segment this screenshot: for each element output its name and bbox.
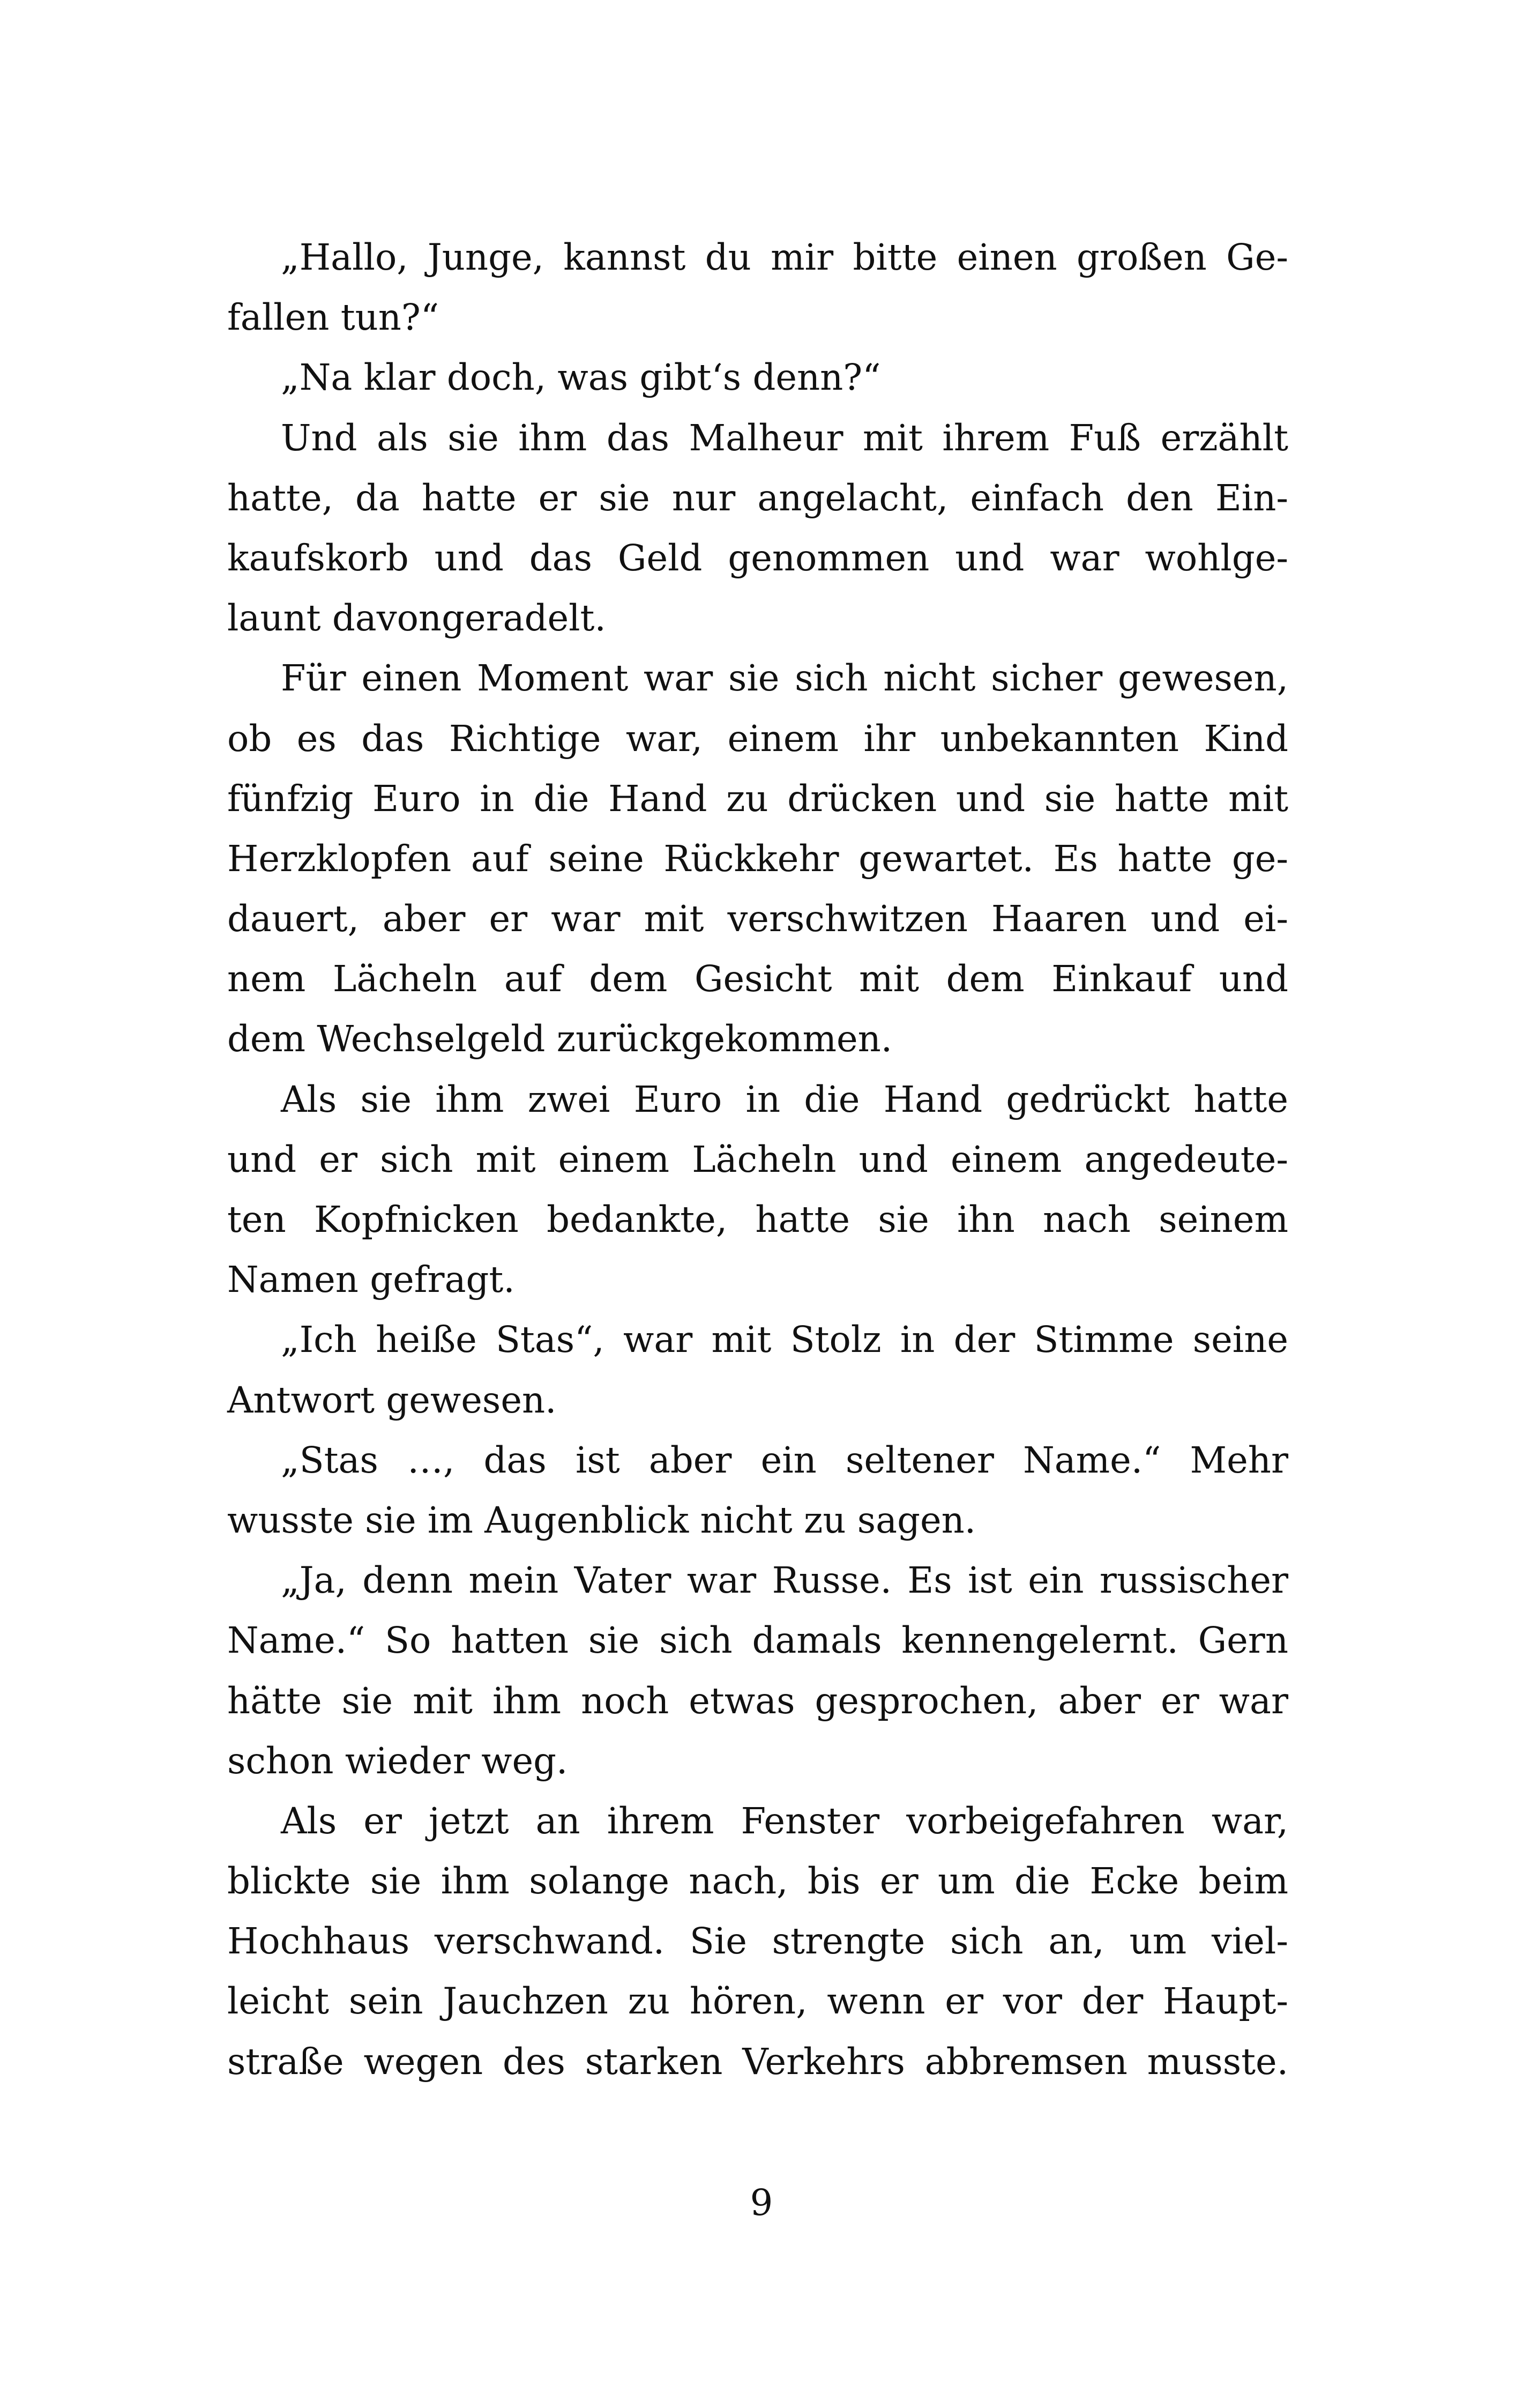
text-line: „Hallo, Junge, kannst du mir bitte einen großen Ge- (281, 236, 1288, 278)
text-line: Herzklopfen auf seine Rückkehr gewartet. Es hatte ge- (227, 837, 1288, 880)
text-line: „Ich heiße Stas“, war mit Stolz in der Stimme seine (281, 1319, 1288, 1361)
text-line: Als er jetzt an ihrem Fenster vorbeigefahren war, (281, 1800, 1288, 1842)
text-line: „Ja, denn mein Vater war Russe. Es ist ein russischer (281, 1559, 1288, 1602)
text-line: Hochhaus verschwand. Sie strengte sich an, um viel- (227, 1920, 1288, 1963)
text-line: „Stas …, das ist aber ein seltener Name.“ Mehr (281, 1439, 1288, 1481)
text-line: Antwort gewesen. (227, 1379, 557, 1421)
text-line: kaufskorb und das Geld genommen und war wohlge- (227, 537, 1288, 579)
text-line: straße wegen des starken Verkehrs abbremsen musste. (227, 2040, 1288, 2083)
text-line: „Na klar doch, was gibt‘s denn?“ (281, 356, 881, 399)
text-line: Und als sie ihm das Malheur mit ihrem Fuß erzählt (281, 417, 1288, 459)
text-line: dem Wechselgeld zurückgekommen. (227, 1018, 893, 1060)
text-line: ob es das Richtige war, einem ihr unbekannten Kind (227, 717, 1288, 760)
text-line: Als sie ihm zwei Euro in die Hand gedrückt hatte (281, 1078, 1288, 1120)
text-line: launt davongeradelt. (227, 597, 606, 640)
text-line: nem Lächeln auf dem Gesicht mit dem Einkauf und (227, 958, 1288, 1000)
text-line: fallen tun?“ (227, 296, 439, 339)
text-line: und er sich mit einem Lächeln und einem angedeute- (227, 1138, 1288, 1180)
text-line: Für einen Moment war sie sich nicht sicher gewesen, (281, 657, 1288, 700)
text-line: leicht sein Jauchzen zu hören, wenn er vor der Haupt- (227, 1980, 1288, 2023)
text-line: hätte sie mit ihm noch etwas gesprochen, aber er war (227, 1679, 1288, 1722)
text-line: wusste sie im Augenblick nicht zu sagen. (227, 1499, 976, 1541)
text-line: blickte sie ihm solange nach, bis er um die Ecke beim (227, 1860, 1288, 1902)
text-line: dauert, aber er war mit verschwitzen Haaren und ei- (227, 898, 1288, 940)
page-number: 9 (750, 2182, 773, 2224)
text-line: hatte, da hatte er sie nur angelacht, einfach den Ein- (227, 477, 1288, 519)
text-line: schon wieder weg. (227, 1740, 568, 1782)
text-line: Name.“ So hatten sie sich damals kennengelernt. Gern (227, 1619, 1288, 1662)
body-text (227, 227, 1288, 2092)
text-line: Namen gefragt. (227, 1259, 515, 1301)
text-line: ten Kopfnicken bedankte, hatte sie ihn nach seinem (227, 1199, 1288, 1240)
text-line: fünfzig Euro in die Hand zu drücken und sie hatte mit (227, 777, 1288, 820)
